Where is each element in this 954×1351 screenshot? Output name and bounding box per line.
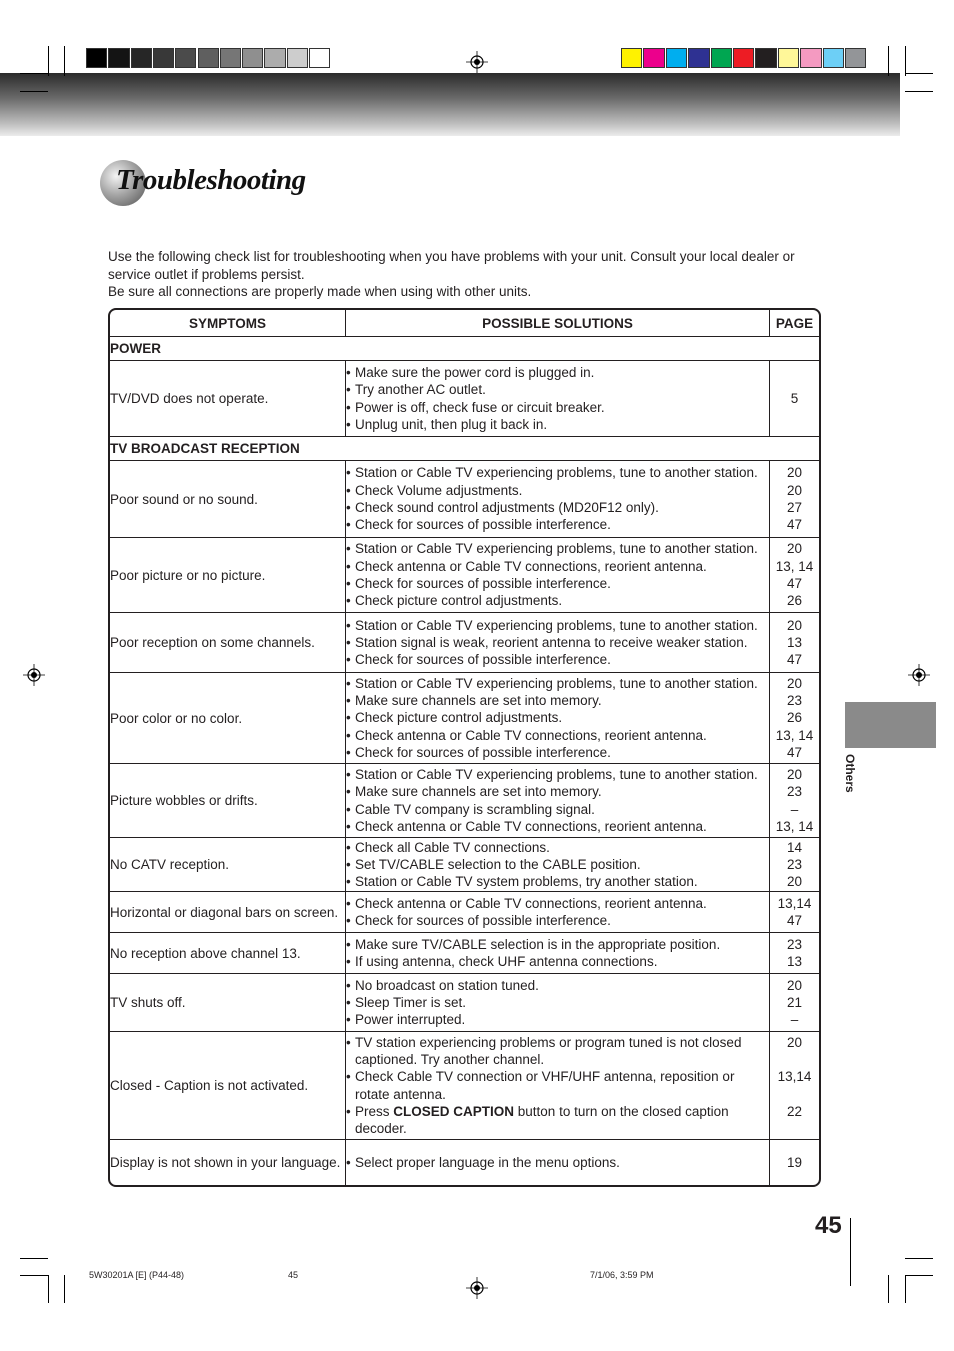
bullet: • [346,1154,351,1170]
table-row [110,892,819,933]
solution-text: Station signal is weak, reorient antenna to receive weaker station. [355,634,748,650]
solution-item [346,617,769,634]
registration-mark-icon [466,51,488,73]
symptom-cell: Horizontal or diagonal bars on screen. [110,892,346,933]
solution-text: Check antenna or Cable TV connections, reorient antenna. [355,818,707,834]
table-row [110,538,819,613]
solution-text: Make sure the power cord is plugged in. [355,364,595,380]
symptom-cell: Picture wobbles or drifts. [110,764,346,838]
bullet: • [346,994,351,1010]
crop-mark [888,46,889,76]
bullet: • [346,936,351,952]
category-row [110,337,819,361]
page-ref: 20 [786,874,803,890]
footer-page: 45 [288,1270,299,1280]
solution-item [346,994,769,1011]
page-cell [770,764,819,838]
solution-text: Power interrupted. [355,1012,466,1028]
solution-text: Check antenna or Cable TV connections, reorient antenna. [355,727,707,743]
bullet: • [346,784,351,800]
page-ref: 26 [786,593,803,609]
color-swatch [778,48,799,68]
solution-item [346,839,769,856]
page-ref: 13, 14 [775,727,814,743]
crop-mark [20,1275,48,1276]
page-cell [770,1032,819,1140]
crop-mark [905,91,933,92]
bullet: • [346,416,351,432]
solution-text: Station or Cable TV experiencing problems, tune to another station. [355,766,758,782]
crop-mark [48,1275,49,1303]
page-ref: 23 [786,693,803,709]
closed-caption-button-name: CLOSED CAPTION [393,1103,515,1119]
crop-mark [905,46,906,76]
bullet: • [346,652,351,668]
solution-text: Check sound control adjustments (MD20F12 only). [355,500,659,515]
bullet: • [346,1103,351,1119]
table-row [110,933,819,974]
color-swatch [755,48,776,68]
page-ref: 47 [786,913,803,928]
table-row [110,673,819,764]
solution-text: captioned. Try another channel. [355,1051,545,1067]
table-row [110,838,819,892]
bullet: • [346,675,351,691]
solution-item [346,634,769,651]
column-header-page: PAGE [770,310,819,337]
intro-paragraph: Be sure all connections are properly made when using with other units. [108,284,532,300]
solution-text: Cable TV company is scrambling signal. [355,801,595,817]
page-ref: 20 [786,482,803,498]
bullet: • [346,856,351,872]
page-ref: 23 [786,936,803,952]
page-ref: 13, 14 [775,818,814,834]
bullet: • [346,766,351,782]
page-ref: 20 [786,617,803,633]
registration-mark-icon [466,1277,488,1299]
solution-item [346,1011,769,1028]
solution-text: Unplug unit, then plug it back in. [355,416,548,432]
solutions-cell [346,838,770,892]
section-tab [845,702,936,748]
category-row [110,437,819,461]
page-ref: 5 [790,390,799,406]
symptom-cell: Poor color or no color. [110,673,346,764]
page-ref: 22 [786,1103,803,1119]
solution-text: Make sure channels are set into memory. [355,693,602,709]
solution-text: rotate antenna. [355,1086,446,1102]
crop-mark [64,1275,65,1303]
solution-item [346,692,769,709]
solution-item [346,818,769,835]
bullet: • [346,500,351,515]
bullet: • [346,874,351,890]
symptom-cell: Poor sound or no sound. [110,461,346,538]
column-header-solutions: POSSIBLE SOLUTIONS [346,310,770,337]
page-ref: 20 [786,1035,803,1051]
page-ref: 20 [786,977,803,993]
bullet: • [346,617,351,633]
page-ref: 23 [786,856,803,872]
solution-item [346,651,769,668]
footer-date: 7/1/06, 3:59 PM [590,1270,654,1280]
solutions-cell [346,1140,770,1185]
color-swatch [845,48,866,68]
crop-mark [905,73,933,74]
solution-item [346,1154,769,1171]
crop-mark [64,46,65,76]
color-swatch [733,48,754,68]
solutions-cell [346,933,770,974]
solution-item [346,558,769,575]
solution-text: Station or Cable TV experiencing problems, tune to another station. [355,465,758,481]
solution-item [346,381,769,398]
color-swatch [220,48,241,68]
color-swatch [309,48,330,68]
solution-item [346,575,769,592]
table-row [110,974,819,1032]
page-cell [770,361,819,437]
page-ref: 23 [786,784,803,800]
solutions-cell [346,974,770,1032]
bullet: • [346,895,351,911]
page-cell [770,892,819,933]
bullet: • [346,1012,351,1028]
solutions-cell [346,613,770,673]
crop-mark [905,1275,906,1303]
color-swatch [198,48,219,68]
solution-item [346,1068,769,1103]
bullet: • [346,593,351,609]
page-ref: 20 [786,465,803,481]
solution-text: Select proper language in the menu options. [355,1154,620,1170]
solution-item [346,364,769,381]
bullet: • [346,541,351,557]
solution-item [346,516,769,533]
bullet: • [346,818,351,834]
solution-text: Check antenna or Cable TV connections, reorient antenna. [355,895,707,911]
solution-text: Power is off, check fuse or circuit breaker. [355,399,605,415]
bullet: • [346,465,351,481]
page-ref: 13, 14 [775,558,814,574]
page-cell [770,974,819,1032]
solution-item [346,744,769,761]
solution-text: Make sure channels are set into memory. [355,784,602,800]
page-ref: 13 [786,954,803,969]
page-ref: 47 [786,744,803,760]
bullet: • [346,977,351,993]
solutions-cell [346,1032,770,1140]
solution-text: Station or Cable TV experiencing problems, tune to another station. [355,541,758,557]
page-ref: 14 [786,839,803,855]
color-swatch [175,48,196,68]
page-ref: 20 [786,541,803,557]
crop-mark [20,73,48,74]
solution-item [346,482,769,499]
symptom-cell: TV/DVD does not operate. [110,361,346,437]
bullet: • [346,954,351,969]
table-row [110,361,819,437]
solution-item [346,499,769,516]
crop-mark [888,1275,889,1303]
solutions-cell [346,892,770,933]
bullet: • [346,576,351,591]
solution-item [346,977,769,994]
solution-text: Set TV/CABLE selection to the CABLE position. [355,856,641,872]
bullet: • [346,364,351,380]
page-ref: 13,14 [777,1069,812,1085]
solutions-cell [346,361,770,437]
color-swatch [287,48,308,68]
crop-mark [850,1218,851,1286]
color-swatch [621,48,642,68]
solution-text: Station or Cable TV experiencing problems, tune to another station. [355,675,758,691]
color-swatch [688,48,709,68]
solution-text: Check for sources of possible interference. [355,913,611,928]
color-swatch [711,48,732,68]
page-cell [770,838,819,892]
solution-item [346,766,769,783]
bullet: • [346,744,351,760]
page-cell [770,933,819,974]
bullet: • [346,693,351,709]
bullet: • [346,710,351,726]
solution-item [346,540,769,557]
page-ref: 19 [786,1154,803,1170]
bullet: • [346,399,351,415]
solution-text: Station or Cable TV experiencing problems, tune to another station. [355,617,758,633]
solution-text: Check picture control adjustments. [355,710,563,726]
troubleshooting-table [108,308,821,1187]
page-cell [770,538,819,613]
symptom-cell: Display is not shown in your language. [110,1140,346,1185]
column-header-symptoms: SYMPTOMS [110,310,346,337]
crop-mark [48,46,49,76]
solution-text: Check for sources of possible interference. [355,652,611,668]
solution-text: TV station experiencing problems or program tuned is not closed [355,1034,742,1050]
category-tv-broadcast-reception: TV BROADCAST RECEPTION [110,437,819,461]
category-power: POWER [110,337,819,361]
solution-item [346,856,769,873]
solution-item [346,592,769,609]
color-swatch [153,48,174,68]
symptom-cell: Poor reception on some channels. [110,613,346,673]
solution-item [346,727,769,744]
bullet: • [346,634,351,650]
page-title: Troubleshooting [116,164,306,196]
registration-mark-icon [23,664,45,686]
color-swatch [823,48,844,68]
bullet: • [346,382,351,398]
bullet: • [346,1034,351,1050]
symptom-cell: No CATV reception. [110,838,346,892]
crop-mark [905,1258,933,1259]
page-ref: 13,14 [777,895,812,911]
solution-item [346,675,769,692]
solution-item [346,464,769,481]
page-cell [770,1140,819,1185]
page-ref: 21 [786,994,803,1010]
solution-item [346,399,769,416]
page-ref: 47 [786,517,803,533]
intro-paragraph: Use the following check list for troubleshooting when you have problems with your unit. Consult your local dealer or service outlet if problems persist. [108,249,795,282]
registration-mark-icon [908,664,930,686]
page-ref: 47 [786,576,803,591]
header-band [0,73,900,136]
solution-text: Check for sources of possible interference. [355,517,611,533]
solution-text: button to turn on the closed caption [514,1103,729,1119]
footer-file-name: 5W30201A [E] (P44-48) [89,1270,185,1280]
bullet: • [346,913,351,928]
page-ref: 20 [786,766,803,782]
solution-item [346,873,769,890]
color-swatch [86,48,107,68]
bullet: • [346,517,351,533]
solution-item [346,801,769,818]
solution-item [346,783,769,800]
solution-text: Check Cable TV connection or VHF/UHF antenna, reposition or [355,1069,735,1085]
solution-text: Check all Cable TV connections. [355,839,550,855]
bullet: • [346,482,351,498]
solution-item [346,1103,769,1138]
bullet: • [346,801,351,817]
solutions-cell [346,764,770,838]
table-row [110,1032,819,1140]
solution-text: Check Volume adjustments. [355,482,523,498]
color-swatch [800,48,821,68]
table-row [110,1140,819,1185]
page-ref: 13 [786,634,803,650]
page-cell [770,673,819,764]
solution-item [346,895,769,912]
solution-text: decoder. [355,1121,407,1137]
color-swatch [131,48,152,68]
table-row [110,461,819,538]
symptom-cell: TV shuts off. [110,974,346,1032]
solution-text: No broadcast on station tuned. [355,977,539,993]
solutions-cell [346,461,770,538]
table-header-row [110,310,819,337]
solution-text: Check for sources of possible interference. [355,576,611,591]
color-swatch [666,48,687,68]
page-ref: 27 [786,500,803,515]
crop-mark [905,1275,933,1276]
solution-text: Try another AC outlet. [355,382,486,398]
color-swatch [108,48,129,68]
page-ref: 47 [786,652,803,668]
color-swatch [242,48,263,68]
color-swatch [264,48,285,68]
page-ref: – [790,1012,799,1028]
table-row [110,764,819,838]
intro-text [108,248,838,301]
bullet: • [346,558,351,574]
solution-text: Station or Cable TV system problems, try another station. [355,874,698,890]
solution-item [346,953,769,970]
solution-text: Sleep Timer is set. [355,994,467,1010]
solutions-cell [346,538,770,613]
symptom-cell: Poor picture or no picture. [110,538,346,613]
solutions-cell [346,673,770,764]
page-cell [770,613,819,673]
solution-text: Check for sources of possible interference. [355,744,611,760]
page-number: 45 [815,1212,842,1239]
solution-item [346,912,769,929]
solution-text: Make sure TV/CABLE selection is in the appropriate position. [355,936,721,952]
bullet: • [346,839,351,855]
solution-item [346,416,769,433]
solution-item [346,936,769,953]
page-ref: 26 [786,710,803,726]
page-cell [770,461,819,538]
crop-mark [20,1258,48,1259]
bullet: • [346,727,351,743]
solution-text: If using antenna, check UHF antenna connections. [355,954,658,969]
solution-text: Check antenna or Cable TV connections, reorient antenna. [355,558,707,574]
color-swatch [643,48,664,68]
symptom-cell: Closed - Caption is not activated. [110,1032,346,1140]
solution-text: Check picture control adjustments. [355,593,563,609]
section-tab-label: Others [843,754,857,793]
solution-item [346,709,769,726]
symptom-cell: No reception above channel 13. [110,933,346,974]
crop-mark [20,91,48,92]
page-ref: 20 [786,675,803,691]
solution-item [346,1034,769,1069]
solution-text: Press [355,1103,394,1119]
table-row [110,613,819,673]
page-ref: – [790,801,799,817]
bullet: • [346,1069,351,1085]
